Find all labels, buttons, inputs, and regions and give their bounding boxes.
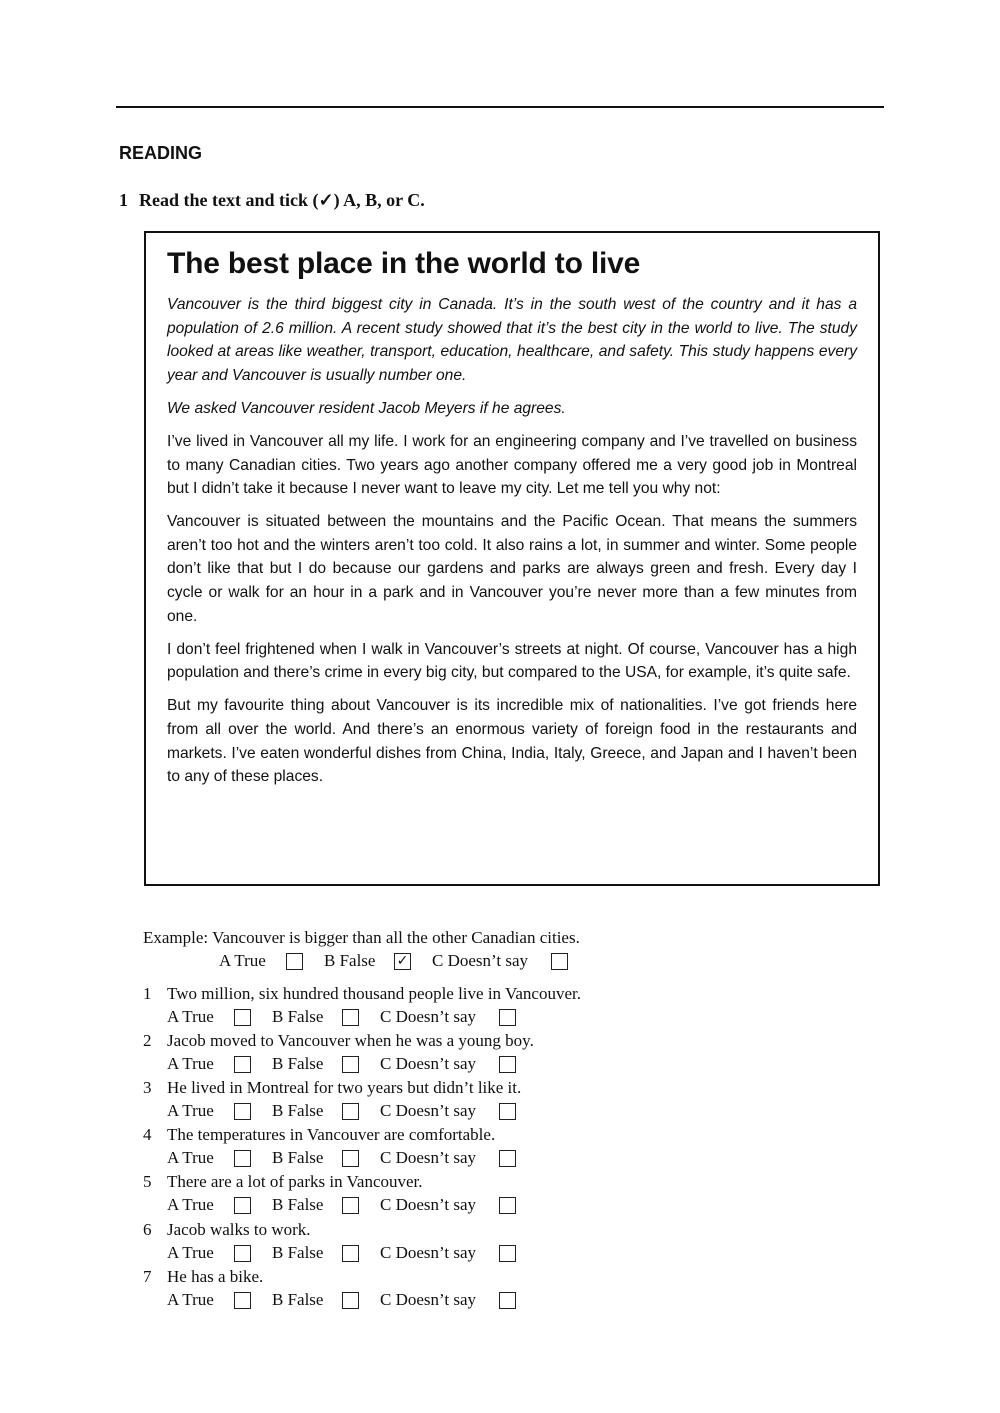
article-box [144,231,880,886]
question-4-option-a-label: A True [167,1148,214,1168]
article-paragraph: But my favourite thing about Vancouver is its incredible mix of nationalities. I’ve got friends here from all over the world. And there’s an enormous variety of foreign food in the restaurants and markets. I’ve eaten wonderful dishes from China, India, Italy, Greece, and Japan and I haven’t been to any of these places. [167,697,857,786]
question-6-option-c-label: C Doesn’t say [380,1242,477,1262]
question-7-checkbox-b[interactable] [342,1292,359,1309]
question-6-option-a-label: A True [167,1242,214,1262]
question-5-checkbox-b[interactable] [342,1197,359,1214]
question-1-checkbox-c[interactable] [499,1009,516,1026]
question-3-option-b-label: B False [272,1101,324,1121]
question-4-checkbox-b[interactable] [342,1150,359,1167]
question-3-checkbox-a[interactable] [234,1103,251,1120]
instruction [119,190,425,211]
question-3-checkbox-b[interactable] [342,1103,359,1120]
question-4-checkbox-a[interactable] [234,1150,251,1167]
question-7-checkbox-a[interactable] [234,1292,251,1309]
question-1-option-c-label: C Doesn’t say [380,1007,477,1026]
question-2-option-c-label: C Doesn’t say [380,1054,477,1074]
question-number: 4 [143,1125,152,1145]
question-4-option-b-label: B False [272,1148,324,1168]
question-text: The temperatures in Vancouver are comfortable. [167,1125,496,1145]
question-number: 5 [143,1172,152,1192]
question-7-checkbox-c[interactable] [499,1292,516,1309]
question-number: 2 [143,1031,152,1051]
article-intro: Vancouver is the third biggest city in Canada. It’s in the south west of the country and it has a population of 2.6 million. A recent study showed that it’s the best city in the world to live. The study looked at areas like weather, transport, education, healthcare, and safety. This study happens every year and Vancouver is usually number one. [167,296,857,384]
question-2-checkbox-b[interactable] [342,1056,359,1073]
question-text: There are a lot of parks in Vancouver. [167,1172,423,1192]
article-paragraph: I’ve lived in Vancouver all my life. I work for an engineering company and I’ve travelled on business to many Canadian cities. Two years ago another company offered me a very good job in Montreal but I didn’t take it because I never want to leave my city. Let me tell you why not: [167,432,857,498]
article-paragraph: Vancouver is situated between the mountains and the Pacific Ocean. That means the summers aren’t too hot and the winters aren’t too cold. It also rains a lot, in summer and winter. Some people don’t like that but I do because our gardens and parks are always green and fresh. Every day I cycle or walk for an hour in a park and in Vancouver you’re never more than a few minutes from one. [167,513,857,625]
question-6-checkbox-a[interactable] [234,1245,251,1262]
question-7-option-c-label: C Doesn’t say [380,1289,477,1309]
example-checkbox-a[interactable] [286,953,303,970]
article-paragraph: I don’t feel frightened when I walk in Vancouver’s streets at night. Of course, Vancouver has a high population and there’s crime in every big city, but compared to the USA, for example, it’s quite safe. [167,640,857,682]
question-2-option-b-label: B False [272,1054,324,1074]
question-4-option-c-label: C Doesn’t say [380,1148,477,1168]
question-2-checkbox-c[interactable] [499,1056,516,1073]
question-text: He lived in Montreal for two years but didn’t like it. [167,1078,522,1098]
instruction-text: Read the text and tick (✓) A, B, or C. [139,190,425,210]
question-3-option-a-label: A True [167,1101,214,1121]
question-3-checkbox-c[interactable] [499,1103,516,1120]
question-3-option-c-label: C Doesn’t say [380,1101,477,1121]
question-text: Jacob moved to Vancouver when he was a young boy. [167,1031,534,1051]
example-option-a-label: A True [219,951,266,970]
question-1-checkbox-a[interactable] [234,1009,251,1026]
question-5-checkbox-c[interactable] [499,1197,516,1214]
instruction-number: 1 [119,190,128,210]
question-1-option-b-label: B False [272,1007,324,1026]
question-4-checkbox-c[interactable] [499,1150,516,1167]
question-number: 7 [143,1266,152,1286]
question-2-checkbox-a[interactable] [234,1056,251,1073]
header-rule [116,106,884,108]
article-title: The best place in the world to live [167,247,641,280]
question-6-option-b-label: B False [272,1242,324,1262]
question-text: He has a bike. [167,1266,264,1286]
question-5-option-b-label: B False [272,1195,324,1215]
article-lead: We asked Vancouver resident Jacob Meyers if he agrees. [167,399,566,417]
question-number: 1 [143,984,152,1003]
question-6-checkbox-b[interactable] [342,1245,359,1262]
question-2-option-a-label: A True [167,1054,214,1074]
question-7-option-b-label: B False [272,1289,324,1309]
example-checkbox-b[interactable]: ✓ [394,953,411,970]
question-1-checkbox-b[interactable] [342,1009,359,1026]
example-option-b-label: B False [324,951,376,970]
question-5-checkbox-a[interactable] [234,1197,251,1214]
example-checkbox-c[interactable] [551,953,568,970]
example-label: Example: Vancouver is bigger than all the other Canadian cities. [143,928,580,947]
example-option-c-label: C Doesn’t say [432,951,529,970]
question-text: Jacob walks to work. [167,1219,311,1239]
question-5-option-c-label: C Doesn’t say [380,1195,477,1215]
question-5-option-a-label: A True [167,1195,214,1215]
question-7-option-a-label: A True [167,1289,214,1309]
question-text: Two million, six hundred thousand people live in Vancouver. [167,984,581,1003]
question-number: 3 [143,1078,152,1098]
question-number: 6 [143,1219,152,1239]
question-6-checkbox-c[interactable] [499,1245,516,1262]
section-title: READING [119,143,203,163]
question-1-option-a-label: A True [167,1007,214,1026]
